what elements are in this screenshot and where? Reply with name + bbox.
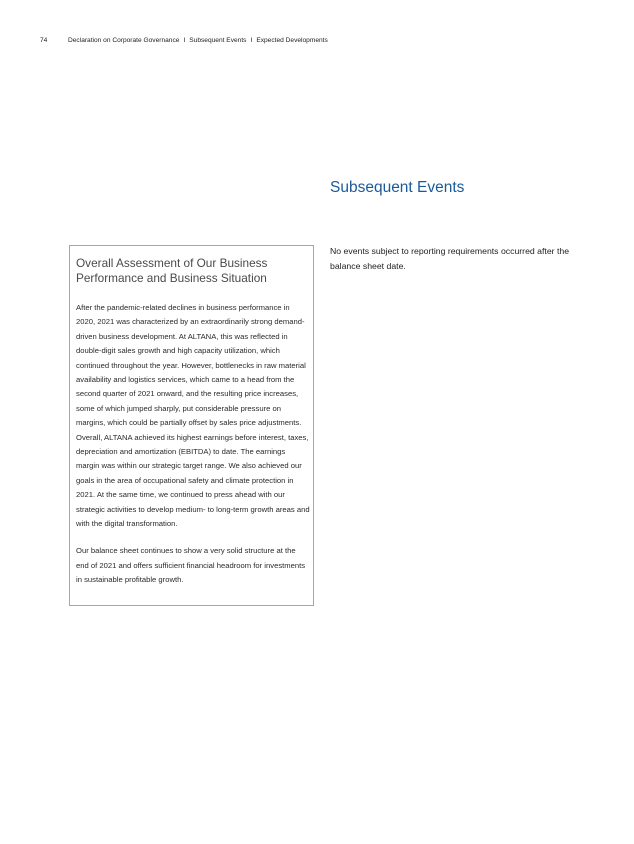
page-number: 74 [40,37,48,44]
assessment-box-body [76,301,310,600]
assessment-paragraph: After the pandemic-related declines in business performance in 2020, 2021 was characterized by an extraordinarily strong demand-driven business development. At ALTANA, this was reflected in double-digit sales growth and high capacity utilization, which continued throughout the year. However, bottlenecks in raw material availability and logistics services, which came to a head from the second quarter of 2021 onward, and the resulting price increases, some of which jumped sharply, put considerable pressure on margins, which could be partially offset by sales price adjustments. Overall, ALTANA achieved its highest earnings before interest, taxes, depreciation and amortization (EBITDA) to date. The earnings margin was within our strategic target range. We also achieved our goals in the area of occupational safety and climate protection in 2021. At the same time, we continued to press ahead with our strategic activities to develop medium- to long-term growth areas and with the digital transformation. [76,303,310,529]
header-section-governance: Declaration on Corporate Governance [68,37,180,44]
subsequent-events-heading: Subsequent Events [330,179,465,196]
header-section-subsequent-events: Subsequent Events [189,37,247,44]
header-separator: I [250,37,253,44]
header-separator: I [183,37,186,44]
header-section-expected-developments: Expected Developments [256,37,328,44]
running-header [40,36,328,45]
assessment-paragraph: Our balance sheet continues to show a very solid structure at the end of 2021 and offers sufficient financial headroom for investments in sustainable profitable growth. [76,546,306,584]
assessment-box-title: Overall Assessment of Our Business Performance and Business Situation [76,256,268,285]
subsequent-events-text: No events subject to reporting requirements occurred after the balance sheet date. [330,246,570,271]
